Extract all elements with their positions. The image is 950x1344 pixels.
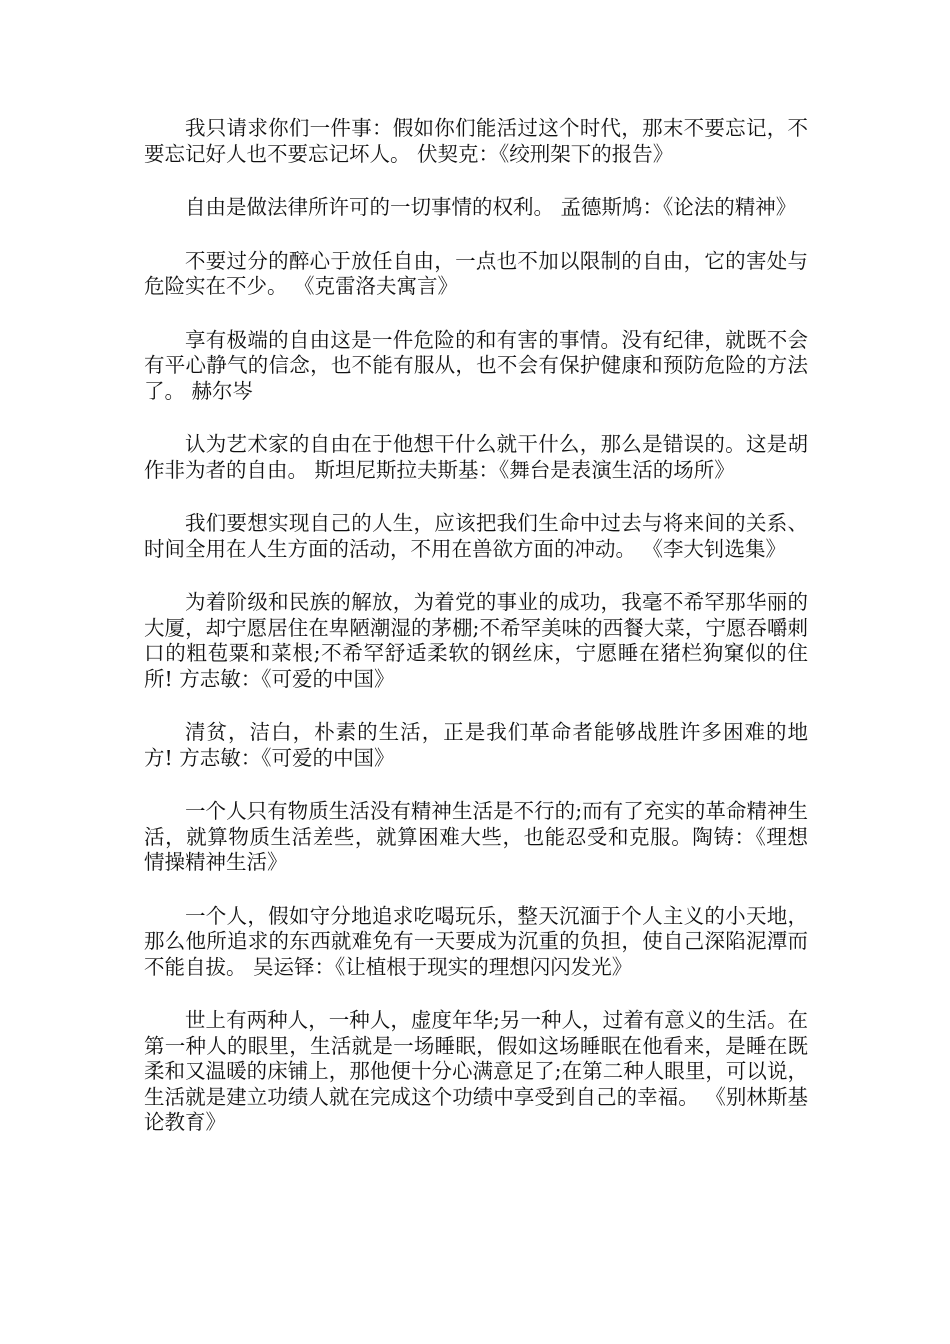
quote-paragraph: 世上有两种人，一种人，虚度年华;另一种人，过着有意义的生活。在第一种人的眼里，生活就是一场睡眠，假如这场睡眠在他看来，是睡在既柔和又温暖的床铺上，那他便十分心满意足了;在第二种人眼里，可以说，生活就是建立功绩人就在完成这个功绩中享受到自己的幸福。 《别林斯基论教育》 xyxy=(144,1008,808,1134)
quote-paragraph: 享有极端的自由这是一件危险的和有害的事情。没有纪律，就既不会有平心静气的信念，也不能有服从，也不会有保护健康和预防危险的方法了。 赫尔岑 xyxy=(144,327,808,403)
quote-paragraph: 自由是做法律所许可的一切事情的权利。 孟德斯鸠：《论法的精神》 xyxy=(185,195,797,219)
document-page xyxy=(144,116,808,1164)
quote-paragraph: 为着阶级和民族的解放，为着党的事业的成功，我毫不希罕那华丽的大厦，却宁愿居住在卑陋潮湿的茅棚;不希罕美味的西餐大菜，宁愿吞嚼刺口的粗苞粟和菜根;不希罕舒适柔软的钢丝床，宁愿睡在猪栏狗窠似的住所! 方志敏：《可爱的中国》 xyxy=(144,590,808,691)
quote-paragraph: 我们要想实现自己的人生，应该把我们生命中过去与将来间的关系、时间全用在人生方面的活动，不用在兽欲方面的冲动。 《李大钊选集》 xyxy=(144,511,808,561)
quote-paragraph: 清贫，洁白，朴素的生活，正是我们革命者能够战胜许多困难的地方! 方志敏：《可爱的中国》 xyxy=(144,720,808,770)
quote-paragraph: 不要过分的醉心于放任自由，一点也不加以限制的自由，它的害处与危险实在不少。 《克雷洛夫寓言》 xyxy=(144,248,808,298)
quote-paragraph: 认为艺术家的自由在于他想干什么就干什么，那么是错误的。这是胡作非为者的自由。 斯坦尼斯拉夫斯基：《舞台是表演生活的场所》 xyxy=(144,432,808,482)
quote-paragraph: 一个人，假如守分地追求吃喝玩乐，整天沉湎于个人主义的小天地，那么他所追求的东西就难免有一天要成为沉重的负担，使自己深陷泥潭而不能自拔。 吴运铎：《让植根于现实的理想闪闪发光》 xyxy=(144,903,808,979)
quote-paragraph: 我只请求你们一件事：假如你们能活过这个时代，那末不要忘记，不要忘记好人也不要忘记坏人。 伏契克：《绞刑架下的报告》 xyxy=(144,116,808,166)
quote-paragraph: 一个人只有物质生活没有精神生活是不行的;而有了充实的革命精神生活，就算物质生活差些，就算困难大些，也能忍受和克服。陶铸：《理想情操精神生活》 xyxy=(144,799,808,874)
